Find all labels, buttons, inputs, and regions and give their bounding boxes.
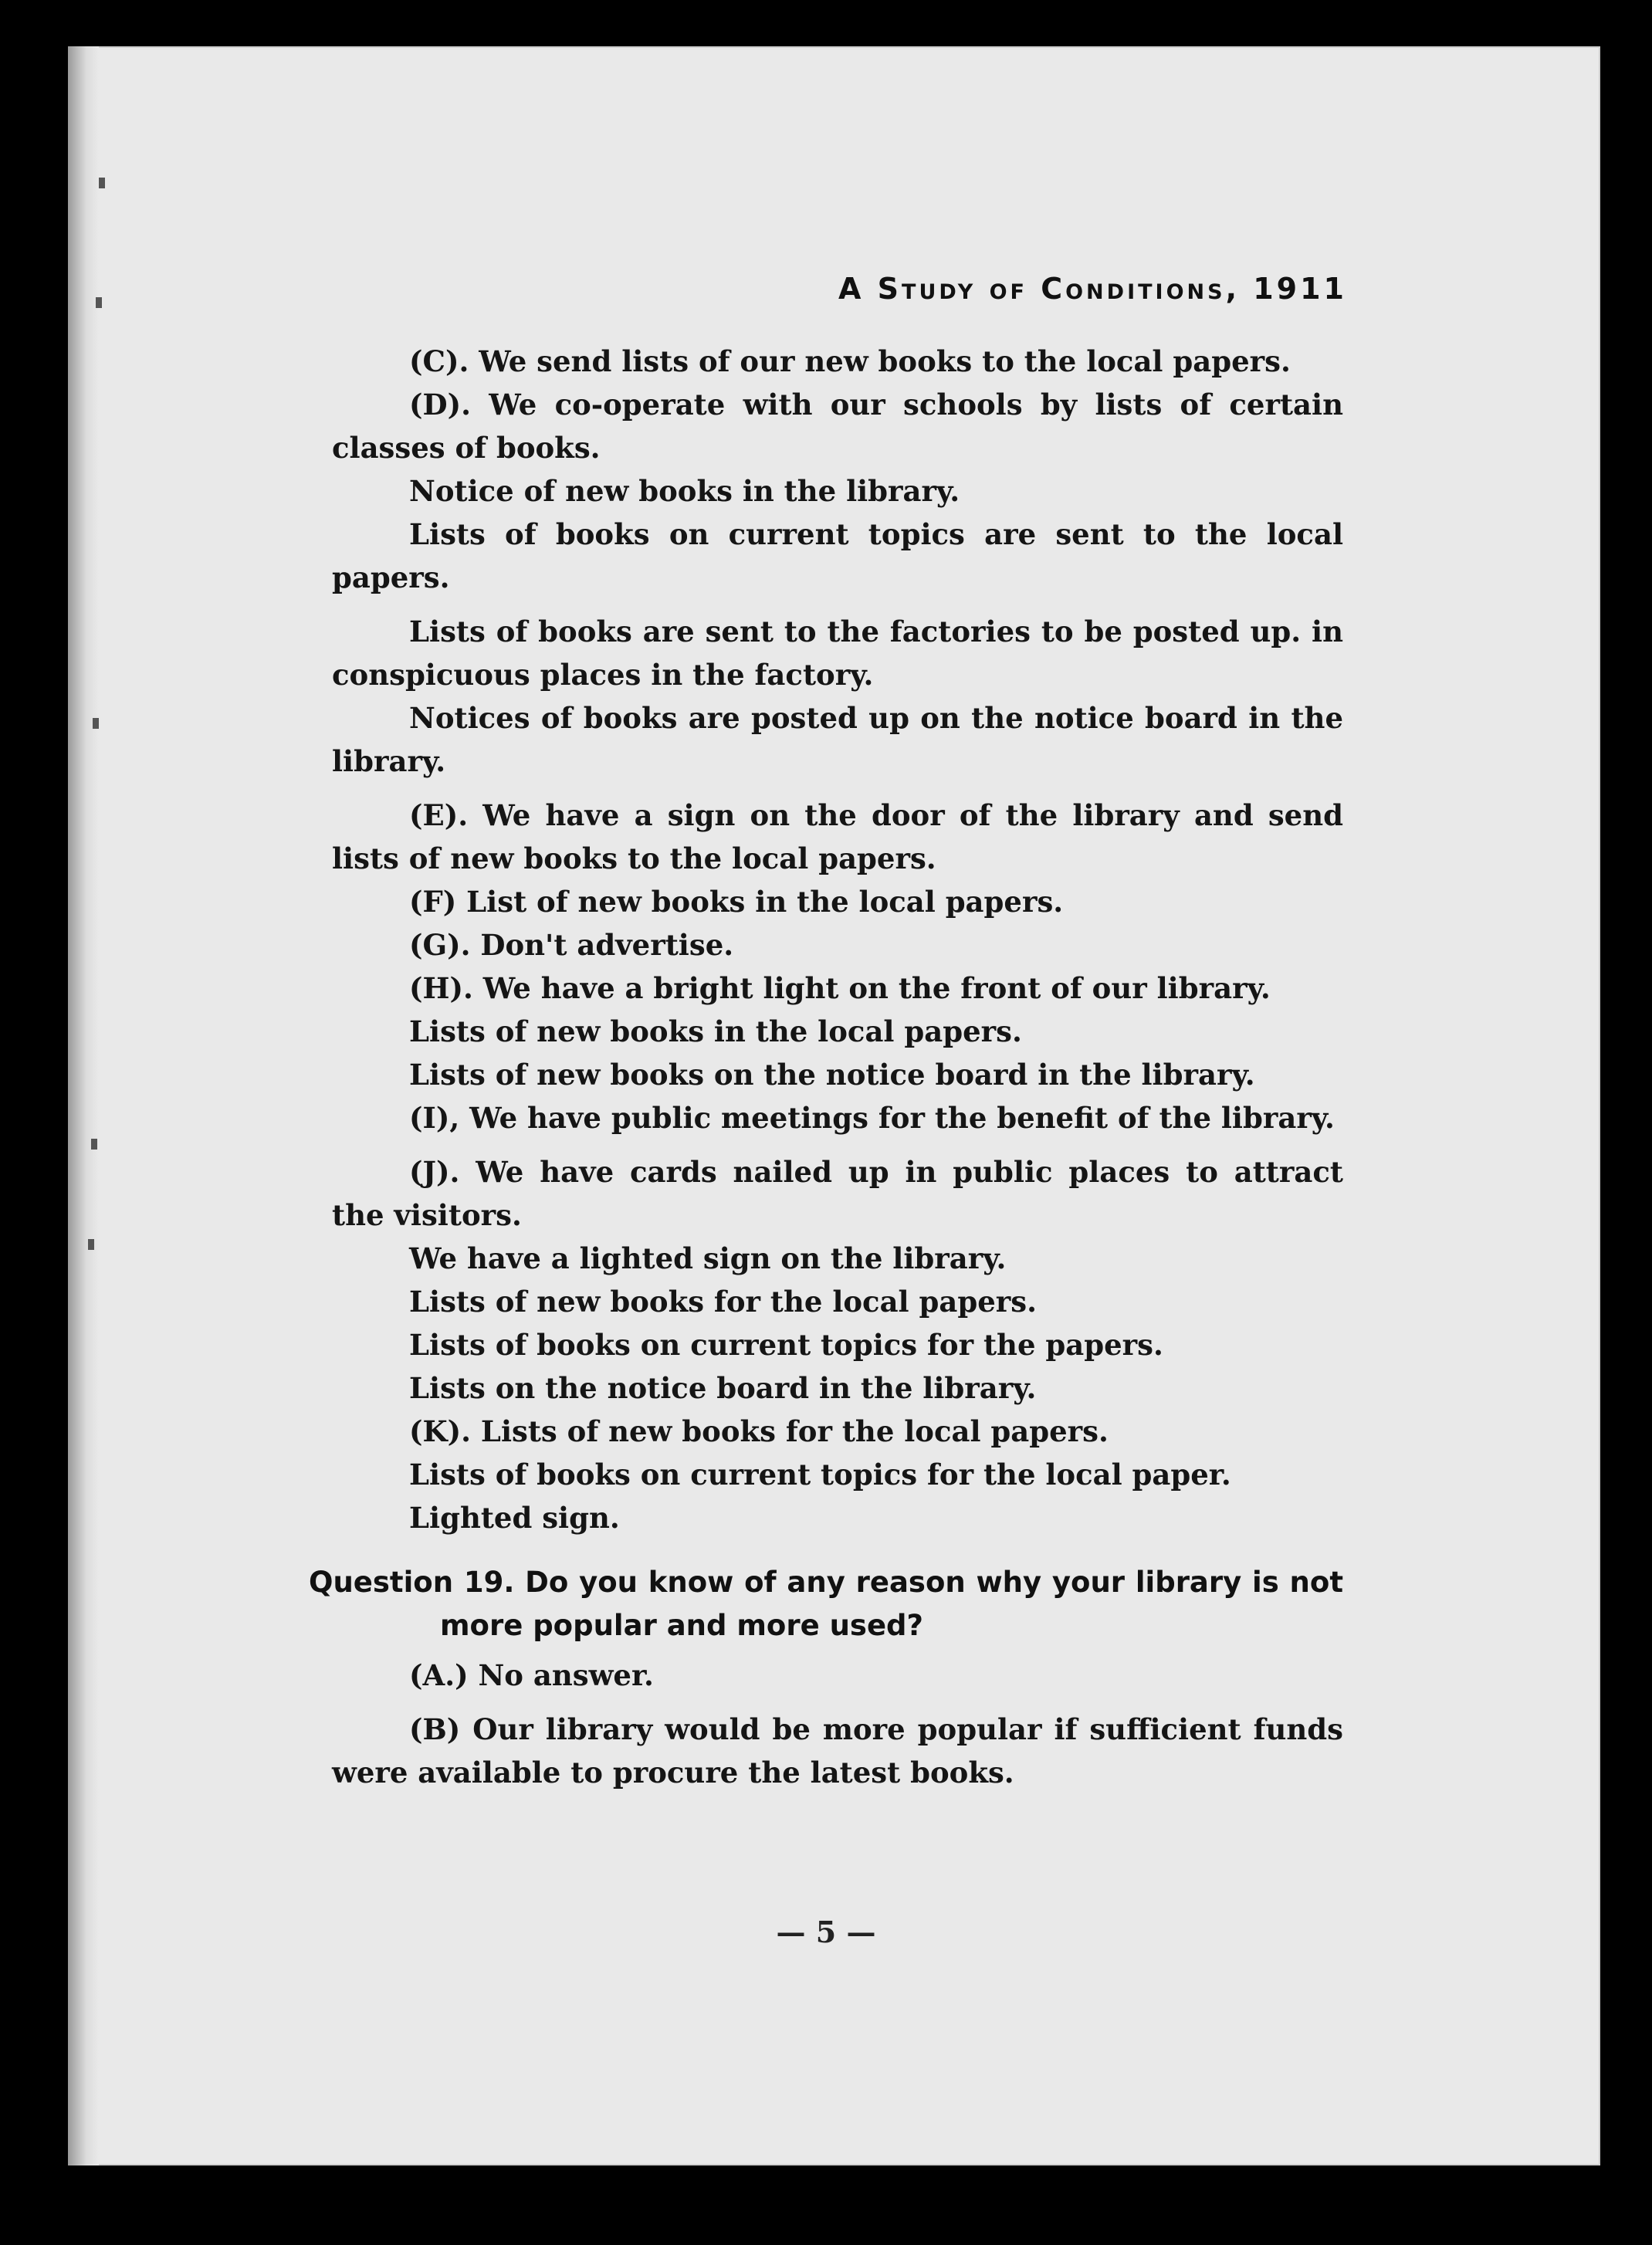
- paragraph: Lists of new books for the local papers.: [409, 1285, 1037, 1319]
- page-number: — 5 —: [776, 1915, 876, 1949]
- paragraph: Lists of books on current topics for the papers.: [409, 1328, 1163, 1362]
- question-heading: Question 19. Do you know of any reason why your library is not more popular and more used?: [309, 1566, 1343, 1642]
- running-head: A Study of Conditions, 1911: [838, 272, 1347, 306]
- paragraph: (J). We have cards nailed up in public places to attract the visitors.: [332, 1155, 1343, 1232]
- paragraph: (G). Don't advertise.: [409, 928, 734, 962]
- paragraph: (D). We co-operate with our schools by lists of certain classes of books.: [332, 388, 1343, 465]
- answer: (A.) No answer.: [409, 1658, 654, 1692]
- paragraph: (K). Lists of new books for the local papers.: [409, 1414, 1109, 1448]
- paragraph: We have a lighted sign on the library.: [409, 1241, 1007, 1275]
- paragraph: (F) List of new books in the local papers.: [409, 885, 1064, 919]
- paragraph: (E). We have a sign on the door of the library and send lists of new books to the local papers.: [332, 798, 1343, 875]
- margin-speck: [93, 718, 99, 729]
- paragraph: Lists of books on current topics for the local paper.: [409, 1458, 1231, 1492]
- paragraph: Lists of books on current topics are sent to the local papers.: [332, 517, 1343, 594]
- paragraph: Notices of books are posted up on the notice board in the library.: [332, 701, 1343, 778]
- paragraph: Lists of new books in the local papers.: [409, 1014, 1022, 1048]
- paragraph: Lighted sign.: [409, 1501, 620, 1535]
- paragraph: (C). We send lists of our new books to the local papers.: [409, 344, 1291, 378]
- binding-edge: [68, 46, 99, 2165]
- margin-speck: [96, 297, 102, 308]
- body-text: [309, 340, 1343, 1794]
- answer: (B) Our library would be more popular if sufficient funds were available to procure the latest books.: [332, 1712, 1343, 1790]
- paragraph: Lists of new books on the notice board in the library.: [409, 1058, 1255, 1092]
- paragraph: Lists on the notice board in the library.: [409, 1371, 1037, 1405]
- paragraph: Lists of books are sent to the factories to be posted up. in conspicuous places in the factory.: [332, 615, 1343, 692]
- margin-speck: [99, 178, 105, 188]
- paragraph: (H). We have a bright light on the front of our library.: [409, 971, 1271, 1005]
- paragraph: Notice of new books in the library.: [409, 474, 960, 508]
- margin-speck: [91, 1139, 97, 1150]
- paragraph: (I), We have public meetings for the benefit of the library.: [409, 1101, 1335, 1135]
- margin-speck: [88, 1239, 94, 1250]
